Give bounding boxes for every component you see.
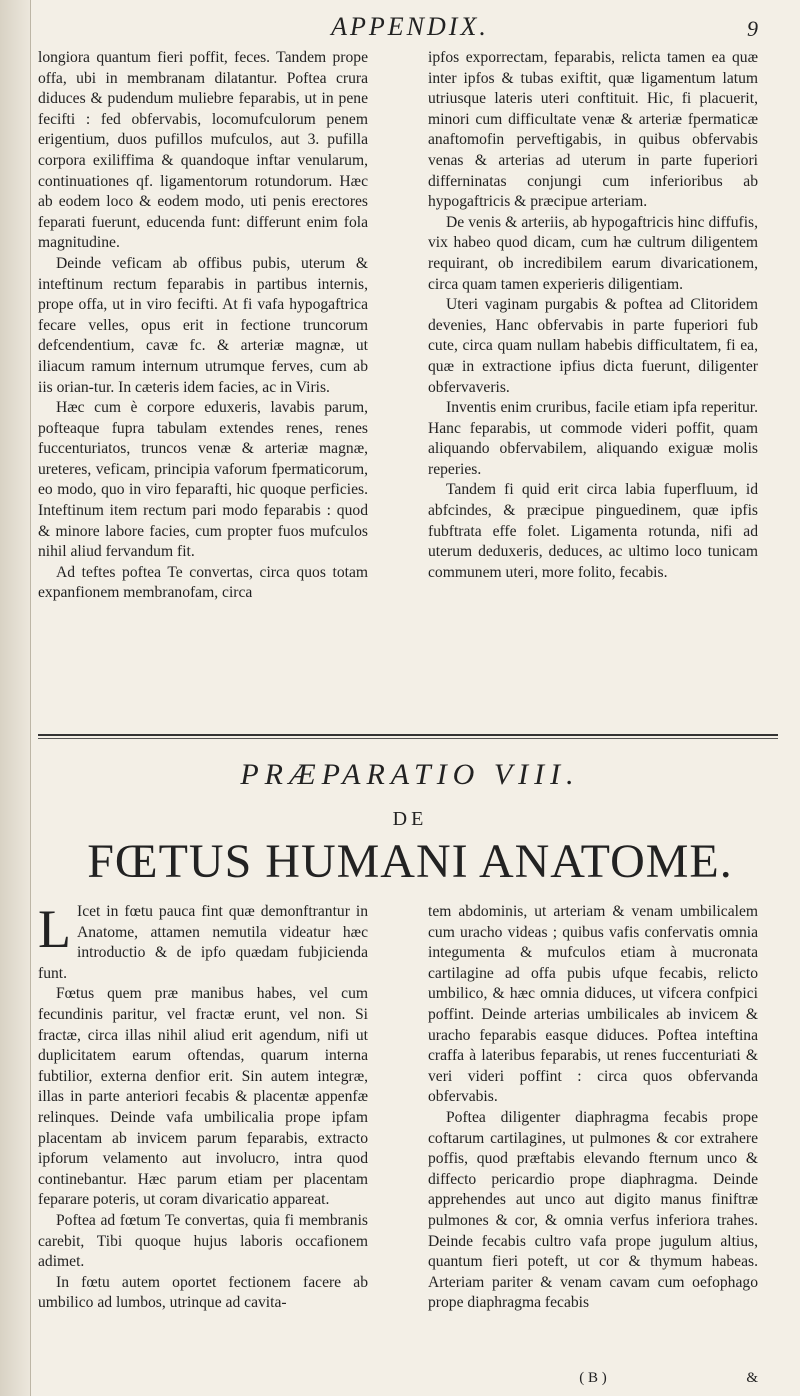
paragraph: Deinde veficam ab offibus pubis, uterum & inteftinum rectum feparabis in partibus internis, prope offa, ut in viro fecifti. At fi vafa hypogaftrica fecare velles, opus erit in fectione truncorum defcendentium, cavæ fc. & arteriæ magnæ, ut iliacum ramum internum utrumque ferves, cum ab iis orian-tur. In cæteris idem facies, ac in Viris.	[38, 254, 368, 396]
running-header: APPENDIX.	[331, 12, 489, 41]
section-divider-thin	[38, 738, 778, 739]
signature: ( B )	[579, 1370, 607, 1386]
signature-mark	[428, 1370, 758, 1387]
paragraph: Poftea ad fœtum Te convertas, quia fi membranis carebit, Tibi quoque hujus laboris occafionem adimet.	[38, 1211, 368, 1271]
paragraph: Inventis enim cruribus, facile etiam ipfa reperitur. Hanc feparabis, ut commode videri poffit, quam aliquando obfervabilem, aliquando exiguæ molis reperies.	[428, 399, 758, 478]
paragraph: Poftea diligenter diaphragma fecabis prope coftarum cartilagines, ut pulmones & cor extrahere poffis, quod præftabis elevando fternum unco & diffecto pericardio prope diaphragma. Deinde apprehendes aut unco aut digito manus finiftræ pulmones & cor, & omnia verfus inferiora trahes. Deinde fecabis cultro vafa prope jugulum altius, quantum fieri poteft, ut cor & thymum habeas. Arteriam pariter & venam cavam cum oefophago prope diaphragma fecabis	[428, 1108, 758, 1312]
paragraph: Ad teftes poftea Te convertas, circa quos totam expanfionem membranofam, circa	[38, 563, 368, 602]
section-heading: FŒTUS HUMANI ANATOME.	[87, 835, 733, 888]
paragraph: De venis & arteriis, ab hypogaftricis hinc diffufis, vix habeo quod dicam, cum hæ cultrum diligentem requirant, ob incredibilem earum divaricationem, circa quam tamen experieris diligentiam.	[428, 213, 758, 293]
column-top-right	[428, 48, 758, 583]
section-divider	[38, 734, 778, 736]
page-number: 9	[747, 16, 758, 41]
paragraph: Hæc cum è corpore eduxeris, lavabis parum, pofteaque fupra tabulam extendes renes, renes fuccenturiatos, truncos venæ & arteriæ magnæ, ureteres, veficam, principia vaforum fpermaticorum, eo modo, quo in viro feparafti, hic quoque perficies. Inteftinum item rectum pari modo feparabis : quod & minore labore facies, cum propter fuos mufculos nihil aliud fervandum fit.	[38, 399, 368, 561]
section-de: DE	[392, 808, 428, 830]
paragraph: Uteri vaginam purgabis & poftea ad Clitoridem devenies, Hanc obfervabis in parte fuperiori fub cute, circa quam nullam habebis difficultatem, fi ea, quæ in extractione ipfius dicta fuerunt, diligenter obfervaveris.	[428, 296, 758, 396]
paragraph: longiora quantum fieri poffit, feces. Tandem prope offa, ubi in membranam dilatantur. Poftea crura diduces & pudendum muliebre feparabis, ut in pene fecifti : fed obfervabis, locomufculorum penem erigentium, duos pufillos mufculos, aut 3. pufilla corpora exiliffima & quandoque inftar venularum, continuationes qf. ligamentorum rotundorum. Hæc ab eodem loco & eodem modo, uti penis erectores feparati fuerunt, educenda funt: differunt enim fola magnitudine.	[38, 49, 368, 252]
catchword: &	[746, 1370, 758, 1386]
column-bottom-left	[38, 899, 368, 1314]
paragraph-text: Icet in fœtu pauca fint quæ demonftrantur in Anatome, attamen nemutila videatur hæc introductio & de ipfo quædam fubjicienda funt.	[38, 903, 368, 982]
paragraph: ipfos exporrectam, feparabis, relicta tamen ea quæ inter ipfos & tubas exiftit, quæ ligamentum latum utriusque lateris uteri conftituit. Hic, fi placuerit, minori cum difficultate venæ & arteriæ fpermaticæ anaftomofin perveftigabis, in quibus obfervabis venas & arterias ad uterum in parte fuperiori differninatas conjungi cum inferioribus ab hypogaftricis & præcipue arteriam.	[428, 49, 758, 211]
paragraph	[38, 899, 368, 984]
section-title: PRÆPARATIO VIII.	[240, 758, 580, 791]
paragraph: Tandem fi quid erit circa labia fuperfluum, id abfcindes, & præcipue pinguedinem, quæ ipfis fubftrata effe folet. Ligamenta rotunda, nifi ad uterum deduxeris, deduces, ac ultimo loco tunicam communem uteri, more folito, fecabis.	[428, 481, 758, 581]
paragraph: Fœtus quem præ manibus habes, vel cum fecundinis paritur, vel fractæ erunt, vel non. Si fractæ, circa illas nihil aliud erit agendum, nifi ut duplicitatem earum oftendas, quarum interna fubtilior, externa denfior erit. Sin autem integræ, illas in parte anteriori fecabis & placentæ appenfæ relinques. Deinde vafa umbilicalia prope ipfam placentam ab invicem parum feparabis, extracto ipforum velamento aut involucro, intra quod continebantur. Hæc parum etiam per placentam feparare poteris, ut coram divaricatio appareat.	[38, 985, 368, 1209]
drop-cap: L	[38, 899, 71, 959]
column-top-left	[38, 48, 368, 604]
paragraph: In fœtu autem oportet fectionem facere ab umbilico ad lumbos, utrinque ad cavita-	[38, 1273, 368, 1312]
column-bottom-right	[428, 902, 758, 1314]
paragraph: tem abdominis, ut arteriam & venam umbilicalem cum uracho videas ; quibus vafis confervatis omnia integumenta & mufculos etiam à mucronata cartilagine ad offa pubis ufque fecabis, relicto umbilico, & hæc omnia diduces, ut vifcera confpici poffint. Deinde arterias umbilicales ab invicem & uracho feparabis easque diduces. Poftea inteftina craffa à lateribus feparabis, ut renes fuccenturiati & veri videri poffint : circa quos obfervanda obfervabis.	[428, 903, 758, 1106]
book-gutter	[0, 0, 31, 1396]
